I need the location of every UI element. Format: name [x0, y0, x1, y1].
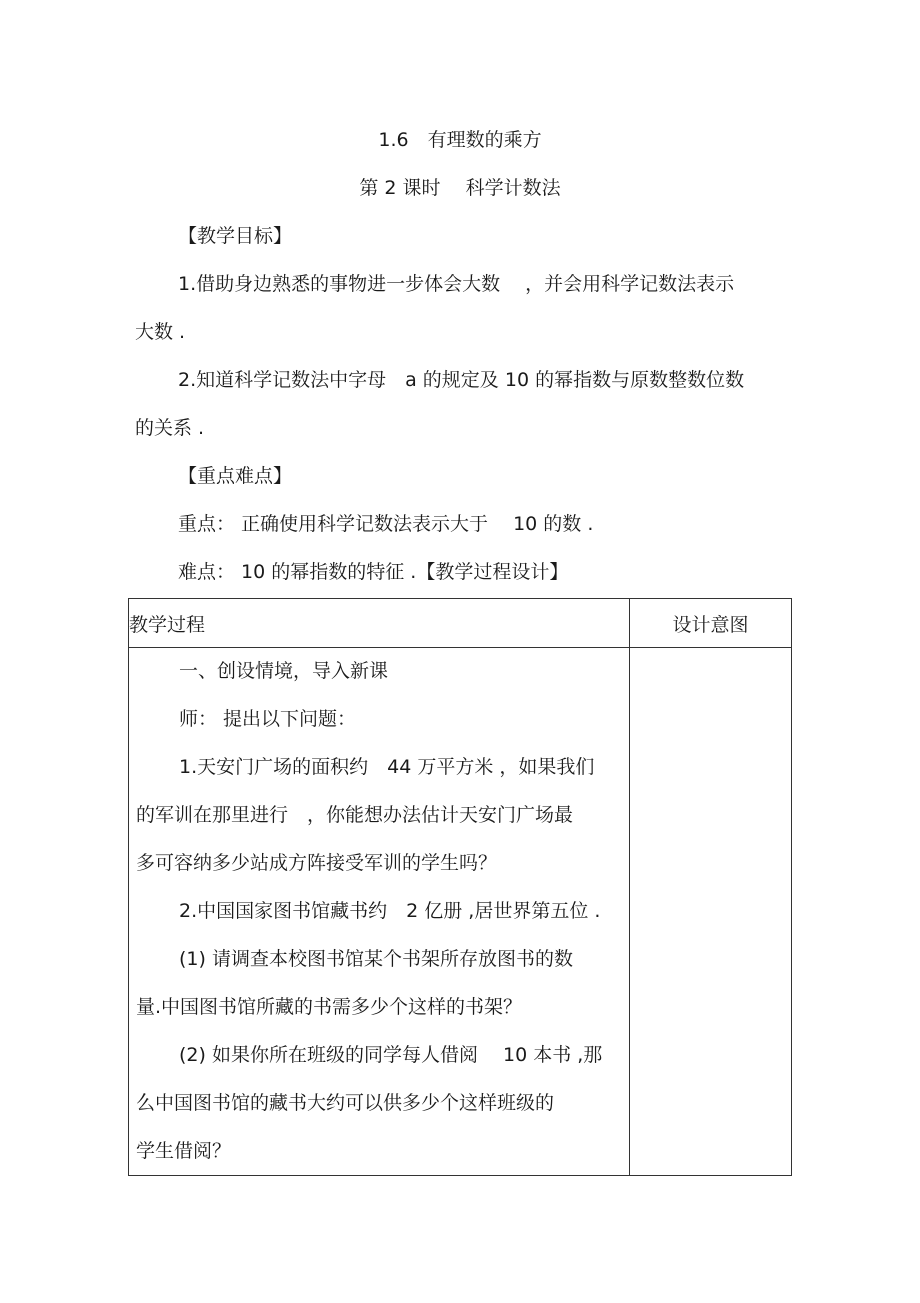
goal-2-line-1: 2.知道科学记数法中字母 a 的规定及 10 的幂指数与原数整数位数	[178, 369, 745, 391]
table-row	[129, 648, 792, 1176]
design-intent-cell	[630, 648, 792, 1176]
lesson-subtitle: 第 2 课时 科学计数法	[359, 177, 561, 199]
process-line: 一、创设情境，导入新课	[179, 660, 389, 682]
header-design-intent: 设计意图	[630, 599, 792, 648]
process-line: 师： 提出以下问题：	[179, 708, 357, 730]
goals-heading: 【教学目标】	[178, 225, 293, 247]
process-cell	[129, 648, 630, 1176]
goal-2-line-2: 的关系 .	[135, 417, 205, 439]
process-line: 么中国图书馆的藏书大约可以供多少个这样班级的	[136, 1092, 555, 1114]
header-teaching-process: 教学过程	[129, 599, 630, 648]
process-line: (2) 如果你所在班级的同学每人借阅 10 本书 ,那	[179, 1044, 603, 1066]
process-line: 2.中国国家图书馆藏书约 2 亿册 ,居世界第五位 .	[179, 900, 601, 922]
process-line: 的军训在那里进行 ，你能想办法估计天安门广场最	[136, 804, 574, 826]
goal-1-line-2: 大数 .	[135, 321, 186, 343]
key-point: 重点： 正确使用科学记数法表示大于 10 的数 .	[178, 513, 594, 535]
lesson-title: 1.6 有理数的乘方	[378, 129, 542, 151]
teaching-process-table	[128, 598, 792, 1176]
key-heading: 【重点难点】	[178, 465, 293, 487]
goal-1-line-1: 1.借助身边熟悉的事物进一步体会大数 ，并会用科学记数法表示	[178, 273, 735, 295]
process-line: 量.中国图书馆所藏的书需多少个这样的书架？	[136, 996, 523, 1018]
difficulty-point: 难点： 10 的幂指数的特征 .【教学过程设计】	[178, 561, 569, 583]
process-line: 学生借阅？	[136, 1140, 232, 1162]
process-line: 多可容纳多少站成方阵接受军训的学生吗？	[136, 852, 498, 874]
table-header-row	[129, 599, 792, 648]
process-line: (1) 请调查本校图书馆某个书架所存放图书的数	[179, 948, 573, 970]
process-line: 1.天安门广场的面积约 44 万平方米 ，如果我们	[179, 756, 595, 778]
